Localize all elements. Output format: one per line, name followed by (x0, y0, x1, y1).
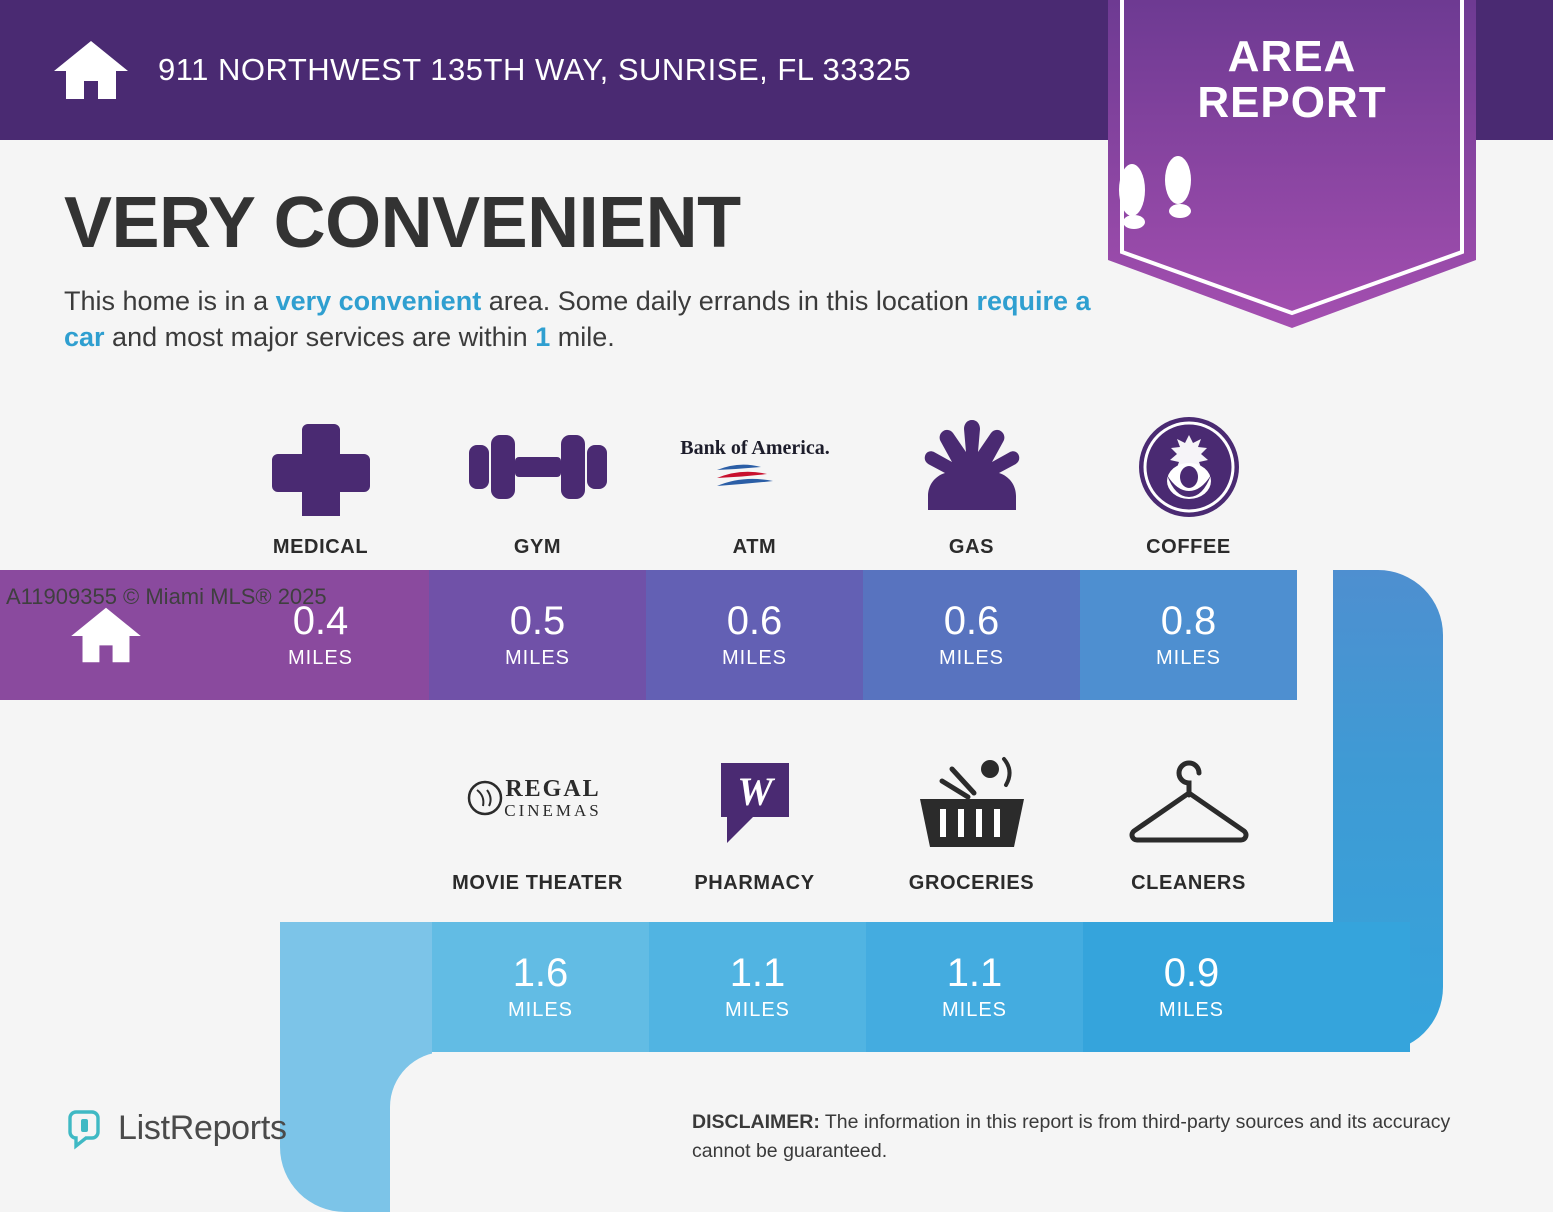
distance-unit: MILES (724, 998, 791, 1021)
distance-value: 0.6 (726, 598, 783, 643)
band-spacer (280, 922, 432, 1052)
category-icons-row-1 (212, 412, 1402, 559)
distance-unit: MILES (287, 646, 354, 669)
distance-unit: MILES (1158, 998, 1225, 1021)
listreports-logo-text: ListReports (118, 1108, 287, 1147)
distance-unit: MILES (1155, 646, 1222, 669)
distance-coffee (1080, 570, 1297, 700)
shell-icon (863, 412, 1080, 522)
property-address: 911 NORTHWEST 135TH WAY, SUNRISE, FL 33325 (158, 52, 912, 87)
category-label: COFFEE (1146, 536, 1231, 558)
distance-value: 1.1 (729, 950, 786, 995)
medical-cross-icon (212, 412, 429, 522)
area-report-banner (1108, 0, 1476, 328)
distance-row-2 (280, 922, 1443, 1052)
summary-highlight-3: 1 (535, 322, 551, 353)
category-gym (429, 412, 646, 559)
distance-gas (863, 570, 1080, 700)
category-label: GYM (513, 536, 562, 558)
disclaimer-text: The information in this report is from third-party sources and its accuracy cannot be guaranteed. (692, 1111, 1451, 1163)
distance-gym (429, 570, 646, 700)
distance-value: 0.9 (1163, 950, 1220, 995)
distance-cleaners (1083, 922, 1300, 1052)
banner-line-2: REPORT (1197, 78, 1387, 128)
regal-cinemas-icon (429, 748, 646, 858)
band-spacer-end (1300, 922, 1410, 1052)
category-label: GAS (948, 536, 995, 558)
category-cleaners (1080, 748, 1297, 895)
distance-movie-theater (432, 922, 649, 1052)
banner-line-1: AREA (1227, 32, 1357, 81)
distance-pharmacy (649, 922, 866, 1052)
dumbbell-icon (429, 412, 646, 522)
walgreens-icon (646, 748, 863, 858)
distance-value: 0.5 (509, 598, 566, 643)
distance-value: 0.8 (1160, 598, 1217, 643)
listreports-logo-icon (62, 1106, 106, 1150)
disclaimer-label: DISCLAIMER: (692, 1111, 820, 1133)
distance-atm (646, 570, 863, 700)
hanger-icon (1080, 748, 1297, 858)
category-label: MEDICAL (272, 536, 369, 558)
svg-text:W: W (736, 769, 773, 814)
svg-text:REGAL: REGAL (504, 776, 601, 802)
distance-value: 0.4 (292, 598, 349, 643)
distance-value: 1.1 (946, 950, 1003, 995)
distance-unit: MILES (507, 998, 574, 1021)
distance-unit: MILES (938, 646, 1005, 669)
svg-text:Bank of America.: Bank of America. (679, 437, 830, 459)
category-label: GROCERIES (908, 872, 1035, 894)
category-medical (212, 412, 429, 559)
summary-part-3: and most major services are within (104, 322, 536, 353)
category-gas (863, 412, 1080, 559)
category-icons-row-2 (429, 748, 1404, 895)
banner-title (1108, 34, 1476, 126)
page-title: VERY CONVENIENT (64, 183, 741, 263)
category-movie-theater (429, 748, 646, 895)
distance-unit: MILES (941, 998, 1008, 1021)
distance-groceries (866, 922, 1083, 1052)
summary-highlight-2: require a car (64, 286, 1091, 353)
summary-highlight-1: very convenient (275, 286, 482, 316)
mls-watermark: A11909355 © Miami MLS® 2025 (6, 584, 327, 609)
summary-text (64, 283, 1104, 356)
category-label: ATM (732, 536, 777, 558)
grocery-basket-icon (863, 748, 1080, 858)
distance-value: 0.6 (943, 598, 1000, 643)
summary-part-2: area. Some daily errands in this location (481, 286, 977, 316)
footprints-icon (1108, 156, 1476, 230)
svg-text:CINEMAS: CINEMAS (503, 801, 602, 820)
listreports-logo[interactable] (62, 1106, 287, 1150)
summary-part-1: This home is in a (64, 286, 276, 316)
category-pharmacy (646, 748, 863, 895)
home-icon (65, 604, 147, 666)
disclaimer (692, 1108, 1502, 1167)
category-label: PHARMACY (694, 872, 815, 894)
category-groceries (863, 748, 1080, 895)
category-label: MOVIE THEATER (452, 872, 623, 894)
category-atm (646, 412, 863, 559)
bank-of-america-icon (646, 412, 863, 522)
starbucks-icon (1080, 412, 1297, 522)
category-coffee (1080, 412, 1297, 559)
summary-part-4: mile. (550, 322, 615, 353)
distance-value: 1.6 (512, 950, 569, 995)
distance-unit: MILES (504, 646, 571, 669)
distance-unit: MILES (721, 646, 788, 669)
category-label: CLEANERS (1131, 872, 1246, 894)
home-icon (52, 37, 130, 103)
